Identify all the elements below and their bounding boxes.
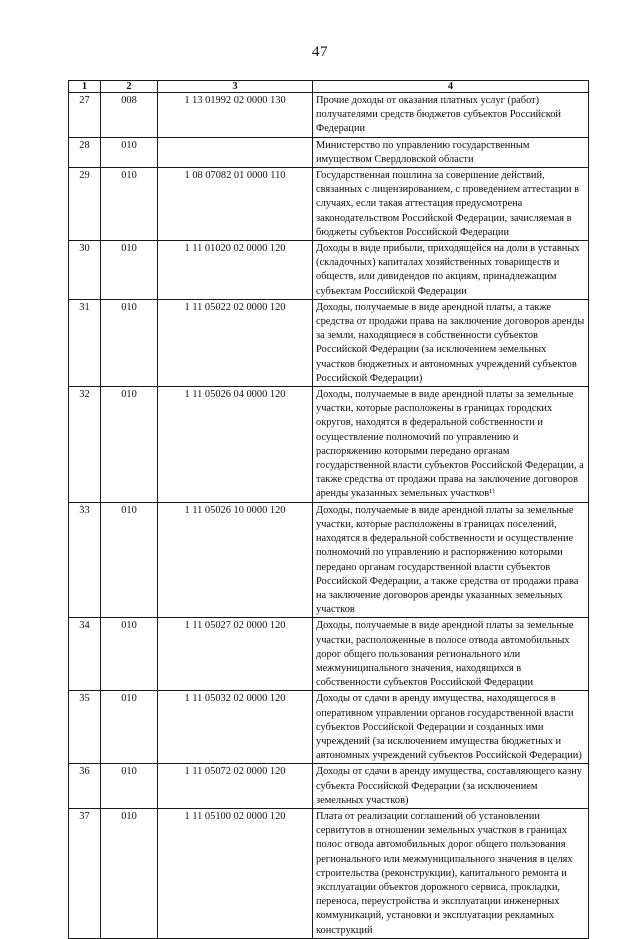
row-number: 29 bbox=[69, 168, 101, 241]
revenue-description: Государственная пошлина за совершение действий, связанных с лицензированием, с проведением аттестации в случаях, если такая аттестация предусмотрена законодательством Российской Федерации, зачисляемая в бюджеты субъектов Российской Федерации bbox=[313, 168, 589, 241]
header-col-3: 3 bbox=[158, 81, 313, 93]
table-row bbox=[69, 137, 589, 167]
row-number: 35 bbox=[69, 691, 101, 764]
budget-code: 1 11 05100 02 0000 120 bbox=[158, 808, 313, 938]
revenue-description: Министерство по управлению государственным имуществом Свердловской области bbox=[313, 137, 589, 167]
table-row bbox=[69, 93, 589, 138]
admin-code: 010 bbox=[101, 168, 158, 241]
admin-code: 010 bbox=[101, 137, 158, 167]
row-number: 32 bbox=[69, 387, 101, 503]
table-row bbox=[69, 808, 589, 938]
revenue-description: Доходы от сдачи в аренду имущества, составляющего казну субъекта Российской Федерации (за исключением земельных участков) bbox=[313, 764, 589, 809]
row-number: 27 bbox=[69, 93, 101, 138]
admin-code: 010 bbox=[101, 387, 158, 503]
table-row bbox=[69, 299, 589, 386]
table-header-row bbox=[69, 81, 589, 93]
revenue-table bbox=[68, 80, 589, 939]
revenue-description: Доходы от сдачи в аренду имущества, находящегося в оперативном управлении органов государственной власти субъектов Российской Федерации и созданных ими учреждений (за исключением имущества бюджетных и автономных учреждений субъектов Российской Федерации) bbox=[313, 691, 589, 764]
row-number: 30 bbox=[69, 241, 101, 300]
revenue-description: Доходы, получаемые в виде арендной платы, а также средства от продажи права на заключение договоров аренды за земли, находящиеся в собственности субъектов Российской Федерации (за исключением земельных участков бюджетных и автономных учреждений субъектов Российской Федерации) bbox=[313, 299, 589, 386]
budget-code: 1 11 05022 02 0000 120 bbox=[158, 299, 313, 386]
revenue-description: Доходы, получаемые в виде арендной платы за земельные участки, которые расположены в границах городских округов, находятся в федеральной собственности и осуществление полномочий по управлению и распоряжению которыми передано органам государственной власти субъектов Российской Федерации, а также средства от продажи права на заключение договоров аренды указанных земельных участков¹⁾ bbox=[313, 387, 589, 503]
admin-code: 010 bbox=[101, 618, 158, 691]
admin-code: 010 bbox=[101, 764, 158, 809]
header-col-1: 1 bbox=[69, 81, 101, 93]
admin-code: 010 bbox=[101, 241, 158, 300]
table-body bbox=[69, 93, 589, 939]
budget-code: 1 11 05072 02 0000 120 bbox=[158, 764, 313, 809]
row-number: 36 bbox=[69, 764, 101, 809]
admin-code: 008 bbox=[101, 93, 158, 138]
table-row bbox=[69, 502, 589, 618]
header-col-2: 2 bbox=[101, 81, 158, 93]
table-row bbox=[69, 168, 589, 241]
admin-code: 010 bbox=[101, 502, 158, 618]
table-row bbox=[69, 691, 589, 764]
row-number: 34 bbox=[69, 618, 101, 691]
admin-code: 010 bbox=[101, 691, 158, 764]
revenue-description: Доходы, получаемые в виде арендной платы за земельные участки, которые расположены в границах поселений, находятся в федеральной собственности и осуществление полномочий по управлению и распоряжению которыми передано органам государственной власти субъектов Российской Федерации, а также средства от продажи права на заключение договоров аренды указанных земельных участков bbox=[313, 502, 589, 618]
revenue-description: Плата от реализации соглашений об установлении сервитутов в отношении земельных участков в границах полос отвода автомобильных дорог общего пользования регионального или межмуниципального значения в целях строительства (реконструкции), капитального ремонта и эксплуатации объектов дорожного сервиса, прокладки, переноса, переустройства и эксплуатации инженерных коммуникаций, установки и эксплуатации рекламных конструкций bbox=[313, 808, 589, 938]
revenue-description: Доходы в виде прибыли, приходящейся на доли в уставных (складочных) капиталах хозяйственных товариществ и обществ, или дивидендов по акциям, принадлежащим субъектам Российской Федерации bbox=[313, 241, 589, 300]
row-number: 33 bbox=[69, 502, 101, 618]
budget-code: 1 11 01020 02 0000 120 bbox=[158, 241, 313, 300]
page-number: 47 bbox=[312, 44, 328, 60]
budget-code: 1 13 01992 02 0000 130 bbox=[158, 93, 313, 138]
admin-code: 010 bbox=[101, 808, 158, 938]
table-row bbox=[69, 241, 589, 300]
budget-code: 1 08 07082 01 0000 110 bbox=[158, 168, 313, 241]
budget-code: 1 11 05026 04 0000 120 bbox=[158, 387, 313, 503]
budget-code: 1 11 05032 02 0000 120 bbox=[158, 691, 313, 764]
budget-code: 1 11 05026 10 0000 120 bbox=[158, 502, 313, 618]
budget-code: 1 11 05027 02 0000 120 bbox=[158, 618, 313, 691]
admin-code: 010 bbox=[101, 299, 158, 386]
table-row bbox=[69, 764, 589, 809]
budget-code bbox=[158, 137, 313, 167]
table-row bbox=[69, 387, 589, 503]
table-row bbox=[69, 618, 589, 691]
header-col-4: 4 bbox=[313, 81, 589, 93]
row-number: 28 bbox=[69, 137, 101, 167]
row-number: 37 bbox=[69, 808, 101, 938]
revenue-description: Прочие доходы от оказания платных услуг (работ) получателями средств бюджетов субъектов Российской Федерации bbox=[313, 93, 589, 138]
revenue-description: Доходы, получаемые в виде арендной платы за земельные участки, расположенные в полосе отвода автомобильных дорог общего пользования регионального или межмуниципального значения, находящихся в собственности субъектов Российской Федерации bbox=[313, 618, 589, 691]
row-number: 31 bbox=[69, 299, 101, 386]
